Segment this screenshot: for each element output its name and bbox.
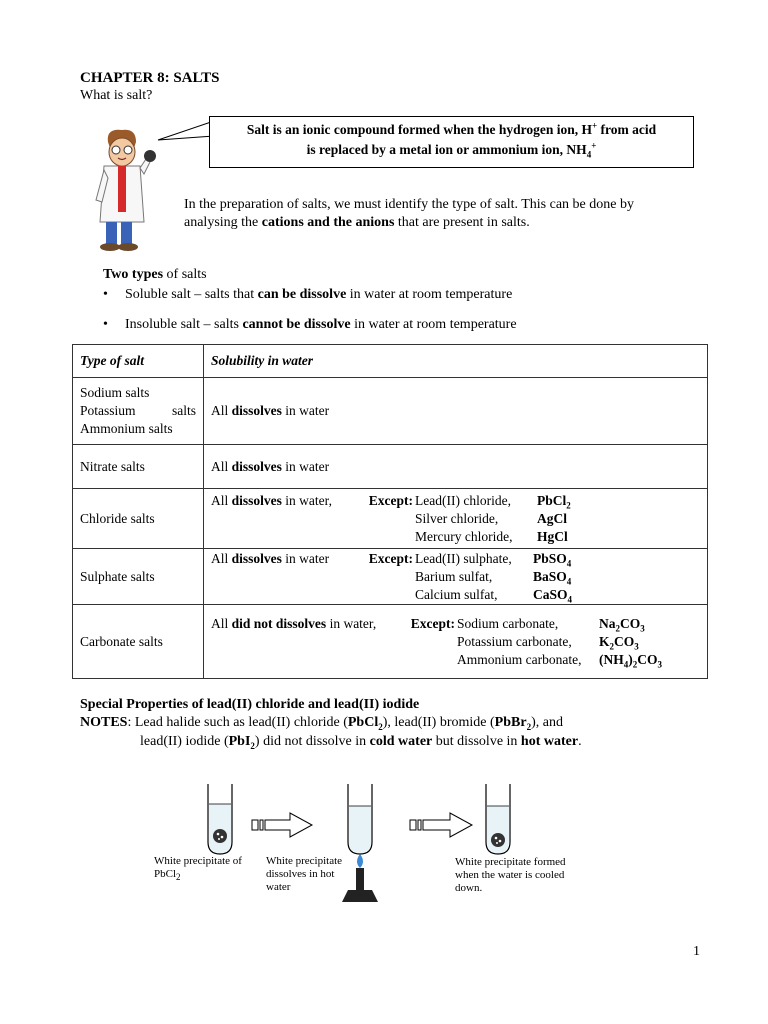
table-row <box>73 605 708 679</box>
special-heading: Special Properties of lead(II) chloride and lead(II) iodide <box>80 697 420 712</box>
solubility-cell: All dissolves in water Except: Lead(II) sulphate, PbSO$_4$ Barium sulfat, BaSO$_4$ Calcium sulfat, CaSO$_4$ <box>204 549 708 605</box>
scientist-illustration <box>90 126 160 254</box>
header-type: Type of salt <box>73 345 204 378</box>
type-cell: Nitrate salts <box>73 445 204 489</box>
caption-tube-2: White precipitate dissolves in hot water <box>266 855 343 893</box>
types-heading: Two types of salts <box>103 267 207 282</box>
solubility-table <box>72 344 708 679</box>
caption-tube-3: White precipitate formed when the water is cooled down. <box>455 856 566 894</box>
notes-line-1: NOTES: Lead halide such as lead(II) chloride (PbCl$_2$), lead(II) bromide (PbBr$_2$), and <box>80 715 563 732</box>
arrow-1 <box>252 813 312 837</box>
intro-paragraph: In the preparation of salts, we must identify the type of salt. This can be done by analysing the cations and the anions that are present in salts. <box>184 197 634 230</box>
test-tube-3 <box>486 784 510 854</box>
table-row <box>73 489 708 549</box>
arrow-2 <box>410 813 472 837</box>
table-row <box>73 549 708 605</box>
list-item: • Soluble salt – salts that can be dissolve in water at room temperature <box>103 287 513 302</box>
table-header-row <box>73 345 708 378</box>
definition-box: Salt is an ionic compound formed when the hydrogen ion, H+ from acid is replaced by a metal ion or ammonium ion, $NH_4^+$ <box>209 116 694 168</box>
test-tube-2 <box>348 784 372 868</box>
bunsen-burner <box>342 868 378 902</box>
solubility-cell: All dissolves in water <box>204 445 708 489</box>
solubility-cell: All dissolves in water <box>204 378 708 445</box>
chapter-title: CHAPTER 8: SALTS <box>80 70 220 86</box>
type-cell: Chloride salts <box>73 489 204 549</box>
type-cell: Sulphate salts <box>73 549 204 605</box>
test-tube-1 <box>208 784 232 854</box>
header-solubility: Solubility in water <box>204 345 708 378</box>
question-text: What is salt? <box>80 88 153 103</box>
notes-line-2: lead(II) iodide (PbI$_2$) did not dissolve in cold water but dissolve in hot water. <box>140 734 582 751</box>
solubility-cell: All dissolves in water, Except: Lead(II) chloride, PbCl$_2$ Silver chloride, AgCl Mercury chloride, HgCl <box>204 489 708 549</box>
list-item: • Insoluble salt – salts cannot be dissolve in water at room temperature <box>103 317 517 332</box>
table-row <box>73 445 708 489</box>
type-cell: Sodium salts Potassium salts Ammonium salts <box>73 378 204 445</box>
solubility-cell: All did not dissolves in water, Except: Sodium carbonate, $Na_2CO_3$ Potassium carbonate, $K_2CO_3$ Ammonium carbonate, $(NH_4)_2CO_3$ <box>204 605 708 679</box>
table-row <box>73 378 708 445</box>
page-number: 1 <box>693 944 700 959</box>
caption-tube-1: White precipitate of PbCl$_2$ <box>154 855 242 883</box>
speech-bubble-tail <box>156 118 216 144</box>
type-cell: Carbonate salts <box>73 605 204 679</box>
